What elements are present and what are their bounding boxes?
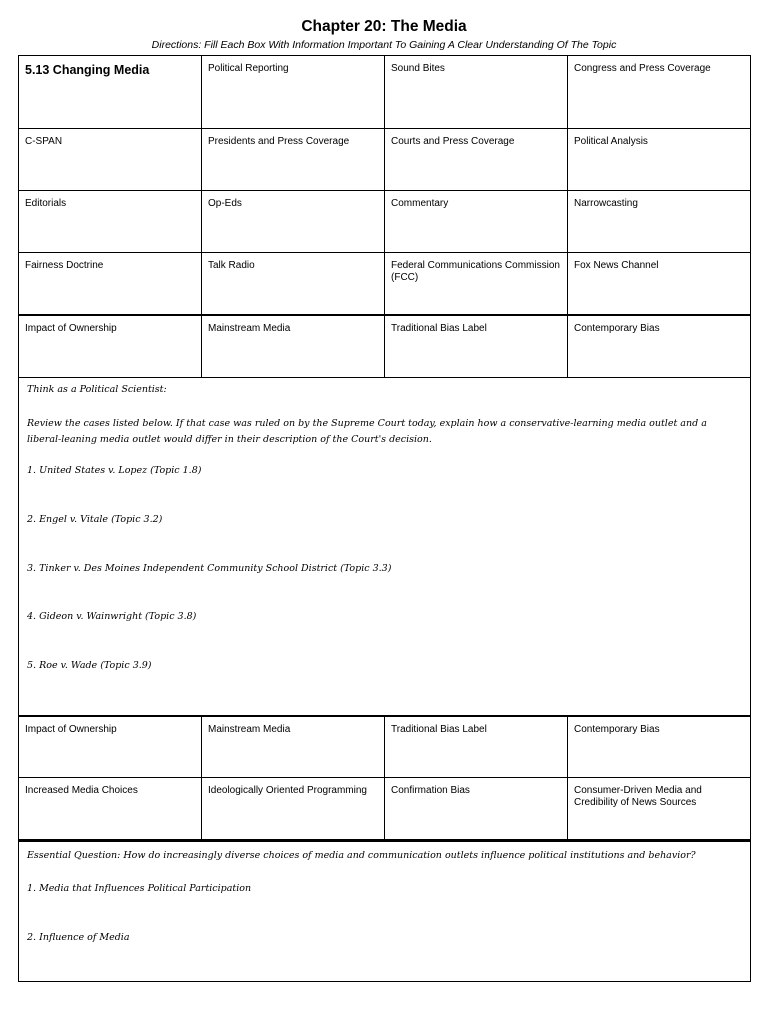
topic-grid-top [18,55,751,378]
table-row [19,778,751,840]
grid-cell[interactable]: Op-Eds [202,191,385,253]
page-title: Chapter 20: The Media [301,18,467,35]
grid-cell[interactable]: Political Analysis [568,129,751,191]
grid-cell[interactable]: Fairness Doctrine [19,253,202,316]
grid-cell[interactable]: Confirmation Bias [385,778,568,840]
case-item: 3. Tinker v. Des Moines Independent Community School District (Topic 3.3) [27,563,392,574]
grid-cell[interactable]: Traditional Bias Label [385,315,568,378]
grid-cell-section-title: 5.13 Changing Media [19,56,202,129]
directions-text: Directions: Fill Each Box With Information Important To Gaining A Clear Understanding Of The Topic [151,39,617,51]
grid-cell[interactable]: Mainstream Media [202,315,385,378]
think-as-political-scientist-box[interactable] [18,376,751,716]
topic-grid-bottom [18,716,751,840]
table-row [19,717,751,778]
grid-cell[interactable]: Federal Communications Commission (FCC) [385,253,568,316]
grid-cell[interactable]: Sound Bites [385,56,568,129]
case-item: 5. Roe v. Wade (Topic 3.9) [27,660,152,671]
grid-cell[interactable]: Traditional Bias Label [385,717,568,778]
grid-cell[interactable]: Increased Media Choices [19,778,202,840]
essential-question: Essential Question: How do increasingly diverse choices of media and communication outlets influence political institutions and behavior? [27,850,696,861]
grid-cell[interactable]: Ideologically Oriented Programming [202,778,385,840]
table-row [19,191,751,253]
grid-cell[interactable]: Contemporary Bias [568,717,751,778]
grid-cell[interactable]: Fox News Channel [568,253,751,316]
case-item: 4. Gideon v. Wainwright (Topic 3.8) [27,611,197,622]
table-row [19,315,751,378]
grid-cell[interactable]: Commentary [385,191,568,253]
grid-cell[interactable]: Presidents and Press Coverage [202,129,385,191]
essential-item: 2. Influence of Media [27,932,130,943]
grid-cell[interactable]: Narrowcasting [568,191,751,253]
think-heading: Think as a Political Scientist: [27,384,167,395]
grid-cell[interactable]: Contemporary Bias [568,315,751,378]
grid-cell[interactable]: Impact of Ownership [19,717,202,778]
grid-cell[interactable]: Editorials [19,191,202,253]
table-row [19,56,751,129]
grid-cell[interactable]: Political Reporting [202,56,385,129]
think-prompt: Review the cases listed below. If that case was ruled on by the Supreme Court today, explain how a conservative-learning media outlet and a liberal-leaning media outlet would differ in their description of the Court's decision. [27,418,707,445]
grid-cell[interactable]: Consumer-Driven Media and Credibility of News Sources [568,778,751,840]
case-item: 1. United States v. Lopez (Topic 1.8) [27,465,202,476]
case-item: 2. Engel v. Vitale (Topic 3.2) [27,514,163,525]
grid-cell[interactable]: C-SPAN [19,129,202,191]
table-row [19,129,751,191]
grid-cell[interactable]: Talk Radio [202,253,385,316]
grid-cell[interactable]: Impact of Ownership [19,315,202,378]
essential-question-box[interactable] [18,840,751,982]
table-row [19,253,751,316]
grid-cell[interactable]: Mainstream Media [202,717,385,778]
essential-item: 1. Media that Influences Political Participation [27,883,252,894]
grid-cell[interactable]: Congress and Press Coverage [568,56,751,129]
grid-cell[interactable]: Courts and Press Coverage [385,129,568,191]
